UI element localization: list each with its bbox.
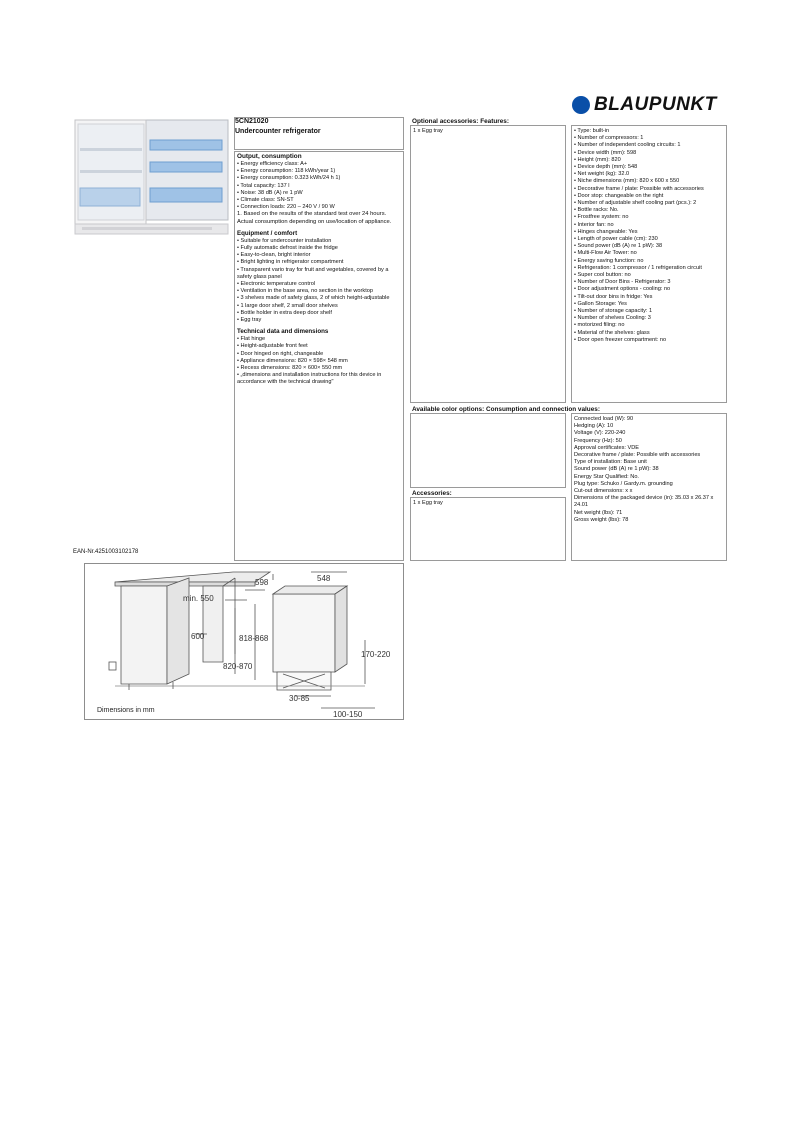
output-item: • Connection loads: 220 – 240 V / 90 W [237,204,335,211]
colors-title: Available color options: Consumption and connection values: [412,406,600,413]
feature-item: • Gallon Storage: Yes [574,300,627,307]
technical-item: • Appliance dimensions: 820 × 598× 548 mm [237,357,348,364]
optional-list [413,128,563,135]
feature-item: • Interior fan: no [574,221,614,228]
consumption-item: Energy Star Qualified: No. [574,473,639,480]
accessories-list [413,500,563,507]
technical-item: • Flat hinge [237,336,266,343]
consumption-item: Gross weight (lbs): 78 [574,516,629,523]
colors-box [410,413,566,488]
equipment-item: • Bright lighting in refrigerator compartment [237,259,344,266]
features-list [574,128,724,344]
technical-item: • Height-adjustable front feet [237,343,308,350]
output-item: • Energy efficiency class: A+ [237,161,308,167]
accessories-box [410,497,566,561]
power-outlet-icon [109,662,116,670]
features-box [571,125,727,403]
consumption-item: Plug type: Schuko / Gardy.m. grounding [574,480,673,487]
technical-item: • Door hinged on right, changeable [237,350,324,357]
feature-item: • Tilt-out door bins in fridge: Yes [574,293,653,300]
feature-item: • Length of power cable (cm): 230 [574,236,658,243]
consumption-item: Net weight (lbs): 71 [574,509,623,516]
accessories-item: 1 x Egg tray [413,500,443,506]
consumption-item: Sound power (dB (A) re 1 pW): 38 [574,466,659,473]
consumption-item: Decorative frame / plate: Possible with accessories [574,452,701,459]
feature-item: • Sound power (dB (A) re 1 pW): 38 [574,243,663,250]
optional-item: 1 x Egg tray [413,128,443,134]
output-title: Output, consumption [237,153,302,160]
feature-item: • Door open freezer compartment: no [574,336,667,343]
feature-item: • Material of the shelves: glass [574,329,650,336]
label-598: 598 [255,578,269,587]
equipment-item: • Bottle holder in extra deep door shelf [237,309,332,316]
brand-dot-icon [572,96,590,114]
feature-item: • Height (mm): 820 [574,156,621,163]
feature-item: • Net weight (kg): 32.0 [574,171,630,178]
feature-item: • Refrigeration: 1 compressor / 1 refrigeration circuit [574,264,702,271]
accessories-title: Accessories: [412,490,452,497]
feature-item: • Door adjustment options - cooling: no [574,286,671,293]
output-item: • Noise: 38 dB (A) re 1 pW [237,189,303,196]
dimension-drawing [84,563,404,720]
technical-list [237,336,401,386]
label-548: 548 [317,574,331,583]
specs-box [234,151,404,561]
feature-item: • Number of adjustable shelf cooling part (pcs.): 2 [574,200,697,207]
consumption-item: Connected load (W): 90 [574,416,634,422]
label-100-150: 100-150 [333,710,363,719]
feature-item: • Decorative frame / plate: Possible with accessories [574,185,704,192]
feature-item: • Number of Door Bins - Refrigerator: 3 [574,279,671,286]
product-name: Undercounter refrigerator [235,128,321,135]
optional-box [410,125,566,403]
technical-title: Technical data and dimensions [237,328,329,336]
equipment-item: • Electronic temperature control [237,281,316,288]
consumption-box [571,413,727,561]
drawing-caption: Dimensions in mm [97,707,155,714]
output-item: • Energy consumption: 118 kWh/year 1) [237,168,336,175]
equipment-list [237,238,401,324]
product-code: 5CN21020 [235,118,269,125]
equipment-item: • Egg tray [237,317,262,324]
label-min-550: min. 550 [183,594,214,603]
product-header-box [234,117,404,150]
equipment-item: • Easy-to-clean, bright interior [237,252,311,259]
equipment-item: • Ventilation in the base area, no section in the worktop [237,288,373,295]
feature-item: • Door stop: changeable on the right [574,192,664,199]
consumption-list [574,416,724,524]
output-footnote: 1. Based on the results of the standard test over 24 hours. Actual consumption depending on use/location of appliance. [237,211,392,225]
consumption-item: Hedging (A): 10 [574,423,614,430]
output-item: • Climate class: SN-ST [237,197,294,204]
feature-item: • Device width (mm): 598 [574,149,637,156]
refrigerator-illustration [72,118,232,240]
technical-item: • Recess dimensions: 820 × 600× 550 mm [237,365,343,372]
feature-item: • Number of independent cooling circuits: 1 [574,142,681,149]
label-600: 600 [191,632,205,641]
feature-item: • Bottle racks: No. [574,207,619,214]
feature-item: • Hinges changeable: Yes [574,228,638,235]
equipment-item: • 1 large door shelf, 2 small door shelves [237,302,338,309]
feature-item: • Energy saving function: no [574,257,644,264]
consumption-item: Frequency (Hz): 50 [574,437,622,444]
feature-item: • Number of storage capacity: 1 [574,308,653,315]
technical-item: • „dimensions and installation instructions for this device in accordance with the technical drawing" [237,372,382,386]
consumption-item: Voltage (V): 220-240 [574,430,626,437]
equipment-item: • 3 shelves made of safety glass, 2 of which height-adjustable [237,295,390,302]
feature-item: • Super cool button: no [574,272,631,279]
feature-item: • motorized filing: no [574,322,625,329]
feature-item: • Number of compressors: 1 [574,135,644,142]
consumption-item: Cut-out dimensions: x x [574,488,633,495]
feature-item: • Multi-Flow Air Tower: no [574,250,637,257]
output-item: • Energy consumption: 0.323 kWh/24 h 1) [237,175,341,182]
brand-logo [572,94,717,116]
label-820-870: 820-870 [223,662,253,671]
equipment-item: • Fully automatic defrost inside the fridge [237,245,338,252]
feature-item: • Niche dimensions (mm): 820 x 600 x 550 [574,178,680,185]
equipment-item: • Transparent vario tray for fruit and vegetables, covered by a safety glass panel [237,266,389,280]
optional-title: Optional accessories: Features: [412,118,509,125]
consumption-item: Approval certificates: VDE [574,444,639,451]
equipment-item: • Suitable for undercounter installation [237,237,332,244]
equipment-title: Equipment / comfort [237,229,298,237]
label-30-85: 30-85 [289,694,310,703]
ean-number: EAN-Nr.4251003102178 [73,549,139,555]
feature-item: • Frostfree system: no [574,214,629,221]
output-item: • Total capacity: 137 l [237,182,290,189]
feature-item: • Type: built-in [574,128,610,134]
label-818-868: 818-868 [239,634,269,643]
consumption-item: Dimensions of the packaged device (in): 35.03 x 26.37 x 24.01 [574,495,714,509]
consumption-item: Type of installation: Base unit [574,459,647,466]
product-photo [72,118,232,240]
output-list [237,161,401,226]
feature-item: • Number of shelves Cooling: 3 [574,315,651,322]
brand-name: BLAUPUNKT [594,94,717,115]
label-170-220: 170-220 [361,650,391,659]
feature-item: • Device depth (mm): 548 [574,164,638,171]
